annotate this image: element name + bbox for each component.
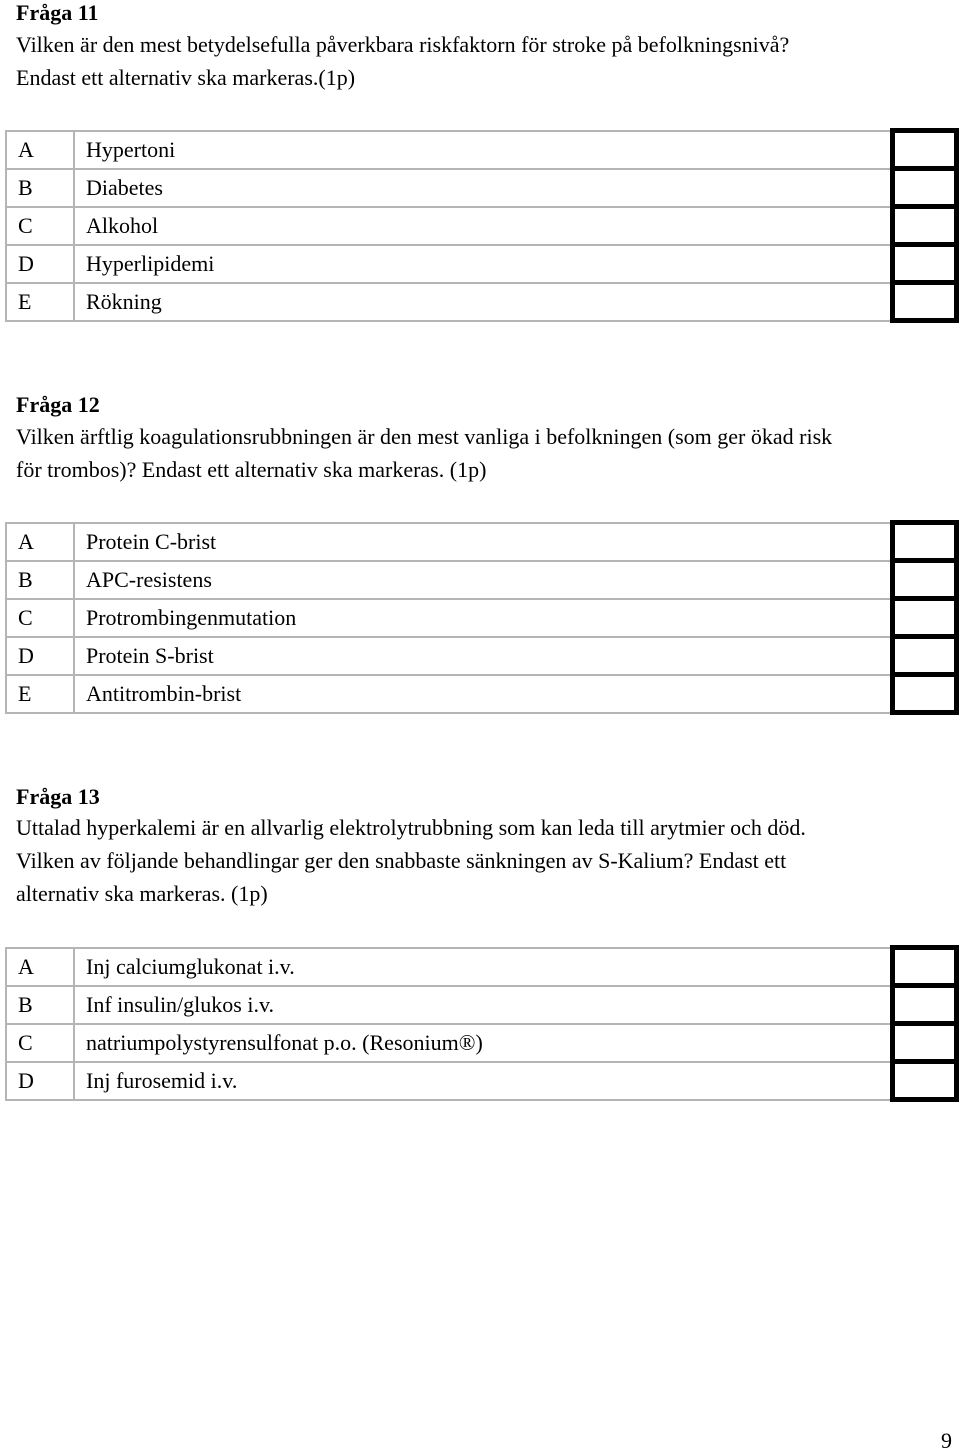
answer-checkbox[interactable] [892, 675, 956, 713]
question-12-text [16, 420, 832, 486]
answer-checkbox[interactable] [892, 599, 956, 637]
option-text: Hyperlipidemi [74, 245, 892, 283]
option-text: Diabetes [74, 169, 892, 207]
option-text: Inf insulin/glukos i.v. [74, 986, 892, 1024]
answer-checkbox[interactable] [892, 131, 956, 169]
option-letter: D [6, 1062, 74, 1100]
option-letter: A [6, 523, 74, 561]
option-row [6, 561, 956, 599]
option-letter: C [6, 1024, 74, 1062]
page-number: 9 [941, 1428, 952, 1453]
option-letter: C [6, 207, 74, 245]
option-text: natriumpolystyrensulfonat p.o. (Resonium®) [74, 1024, 892, 1062]
option-row [6, 131, 956, 169]
answer-checkbox[interactable] [892, 169, 956, 207]
option-letter: B [6, 561, 74, 599]
option-letter: E [6, 675, 74, 713]
answer-checkbox[interactable] [892, 207, 956, 245]
option-letter: E [6, 283, 74, 321]
option-text: Protrombingenmutation [74, 599, 892, 637]
question-11-line-1: Vilken är den mest betydelsefulla påverkbara riskfaktorn för stroke på befolkningsnivå? [16, 32, 790, 57]
question-11-options [5, 128, 959, 323]
question-12-options [5, 520, 959, 715]
answer-checkbox[interactable] [892, 948, 956, 986]
question-13-line-3: alternativ ska markeras. (1p) [16, 881, 268, 906]
option-text: Protein S-brist [74, 637, 892, 675]
option-text: Inj calciumglukonat i.v. [74, 948, 892, 986]
option-row [6, 169, 956, 207]
option-letter: D [6, 245, 74, 283]
answer-checkbox[interactable] [892, 245, 956, 283]
question-12-title: Fråga 12 [16, 392, 100, 417]
option-text: APC-resistens [74, 561, 892, 599]
answer-checkbox[interactable] [892, 1062, 956, 1100]
question-11-line-2: Endast ett alternativ ska markeras.(1p) [16, 65, 356, 90]
option-row [6, 1062, 956, 1100]
question-12-line-1: Vilken ärftlig koagulationsrubbningen är den mest vanliga i befolkningen (som ger ökad risk [16, 424, 833, 449]
option-row [6, 675, 956, 713]
option-row [6, 986, 956, 1024]
question-12-line-2: för trombos)? Endast ett alternativ ska markeras. (1p) [16, 457, 487, 482]
option-row [6, 637, 956, 675]
option-text: Inj furosemid i.v. [74, 1062, 892, 1100]
option-letter: B [6, 986, 74, 1024]
answer-checkbox[interactable] [892, 1024, 956, 1062]
question-13-line-2: Vilken av följande behandlingar ger den snabbaste sänkningen av S-Kalium? Endast ett [16, 848, 787, 873]
option-text: Antitrombin-brist [74, 675, 892, 713]
question-11-title: Fråga 11 [16, 0, 99, 25]
question-13-line-1: Uttalad hyperkalemi är en allvarlig elektrolytrubbning som kan leda till arytmier och död. [16, 815, 806, 840]
option-row [6, 948, 956, 986]
option-letter: A [6, 131, 74, 169]
question-13-title: Fråga 13 [16, 784, 100, 809]
option-row [6, 1024, 956, 1062]
option-text: Hypertoni [74, 131, 892, 169]
answer-checkbox[interactable] [892, 637, 956, 675]
option-row [6, 245, 956, 283]
answer-checkbox[interactable] [892, 986, 956, 1024]
option-text: Rökning [74, 283, 892, 321]
option-text: Alkohol [74, 207, 892, 245]
question-11-text [16, 28, 789, 94]
option-letter: C [6, 599, 74, 637]
option-row [6, 207, 956, 245]
question-13-options [5, 945, 959, 1102]
answer-checkbox[interactable] [892, 523, 956, 561]
option-letter: B [6, 169, 74, 207]
option-row [6, 523, 956, 561]
option-letter: A [6, 948, 74, 986]
option-text: Protein C-brist [74, 523, 892, 561]
answer-checkbox[interactable] [892, 283, 956, 321]
answer-checkbox[interactable] [892, 561, 956, 599]
question-13-text [16, 811, 806, 910]
option-letter: D [6, 637, 74, 675]
option-row [6, 283, 956, 321]
option-row [6, 599, 956, 637]
